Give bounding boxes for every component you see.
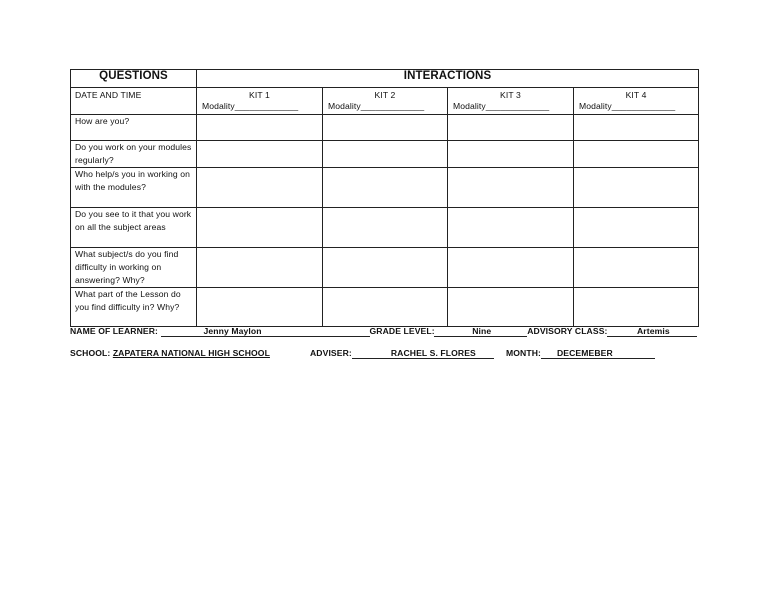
answer-cell[interactable] xyxy=(323,115,448,141)
date-and-time-label: DATE AND TIME xyxy=(71,88,197,115)
adviser-value: RACHEL S. FLORES xyxy=(390,348,476,358)
month-label: MONTH: xyxy=(506,348,541,358)
month-field[interactable] xyxy=(541,349,655,359)
answer-cell[interactable] xyxy=(197,168,323,208)
kit-4-cell xyxy=(574,88,699,115)
answer-cell[interactable] xyxy=(574,288,699,327)
answer-cell[interactable] xyxy=(197,288,323,327)
answer-cell[interactable] xyxy=(323,288,448,327)
question-cell: What part of the Lesson do you find difficulty in? Why? xyxy=(71,288,197,327)
answer-cell[interactable] xyxy=(448,168,574,208)
grade-field[interactable] xyxy=(434,327,527,337)
learner-field[interactable] xyxy=(161,327,370,337)
kit-4-modality: Modality_____________ xyxy=(579,101,676,111)
kit-1-modality: Modality_____________ xyxy=(202,101,299,111)
kit-1-cell xyxy=(197,88,323,115)
answer-cell[interactable] xyxy=(574,208,699,248)
answer-cell[interactable] xyxy=(323,141,448,168)
kit-2-cell xyxy=(323,88,448,115)
answer-cell[interactable] xyxy=(197,141,323,168)
advisory-value: Artemis xyxy=(637,326,670,336)
learner-info-line xyxy=(70,326,697,337)
answer-cell[interactable] xyxy=(197,248,323,288)
answer-cell[interactable] xyxy=(448,208,574,248)
grade-label: GRADE LEVEL: xyxy=(369,326,435,336)
kit-2-modality: Modality_____________ xyxy=(328,101,425,111)
answer-cell[interactable] xyxy=(197,208,323,248)
question-cell: Do you see to it that you work on all the subject areas xyxy=(71,208,197,248)
school-info-line xyxy=(70,348,270,358)
school-value: ZAPATERA NATIONAL HIGH SCHOOL xyxy=(112,348,270,358)
question-cell: What subject/s do you find difficulty in working on answering? Why? xyxy=(71,248,197,288)
adviser-label: ADVISER: xyxy=(310,348,352,358)
interactions-header: INTERACTIONS xyxy=(197,70,699,88)
monitoring-form xyxy=(70,69,698,327)
month-info xyxy=(506,348,655,359)
month-value: DECEMEBER xyxy=(556,348,613,358)
answer-cell[interactable] xyxy=(574,115,699,141)
table-row xyxy=(71,288,699,327)
answer-cell[interactable] xyxy=(448,288,574,327)
kit-3-modality: Modality_____________ xyxy=(453,101,550,111)
answer-cell[interactable] xyxy=(574,248,699,288)
learner-value: Jenny Maylon xyxy=(203,326,262,336)
table-row xyxy=(71,208,699,248)
kit-3-cell xyxy=(448,88,574,115)
answer-cell[interactable] xyxy=(197,115,323,141)
answer-cell[interactable] xyxy=(448,115,574,141)
question-cell: How are you? xyxy=(71,115,197,141)
table-row xyxy=(71,141,699,168)
advisory-label: ADVISORY CLASS: xyxy=(527,326,608,336)
answer-cell[interactable] xyxy=(574,141,699,168)
answer-cell[interactable] xyxy=(323,168,448,208)
answer-cell[interactable] xyxy=(448,141,574,168)
learner-label: NAME OF LEARNER: xyxy=(70,326,159,336)
kit-3-label: KIT 3 xyxy=(500,90,521,100)
answer-cell[interactable] xyxy=(448,248,574,288)
answer-cell[interactable] xyxy=(574,168,699,208)
kit-2-label: KIT 2 xyxy=(374,90,396,100)
interactions-table xyxy=(70,69,699,327)
kit-4-label: KIT 4 xyxy=(625,90,647,100)
school-label: SCHOOL: xyxy=(70,348,111,358)
table-row xyxy=(71,248,699,288)
question-cell: Who help/s you in working on with the modules? xyxy=(71,168,197,208)
table-row xyxy=(71,115,699,141)
grade-value: Nine xyxy=(472,326,492,336)
adviser-info xyxy=(310,348,494,359)
questions-header: QUESTIONS xyxy=(71,70,197,88)
question-cell: Do you work on your modules regularly? xyxy=(71,141,197,168)
answer-cell[interactable] xyxy=(323,208,448,248)
advisory-field[interactable] xyxy=(607,327,697,337)
answer-cell[interactable] xyxy=(323,248,448,288)
table-row xyxy=(71,168,699,208)
adviser-field[interactable] xyxy=(352,349,494,359)
kit-1-label: KIT 1 xyxy=(249,90,270,100)
